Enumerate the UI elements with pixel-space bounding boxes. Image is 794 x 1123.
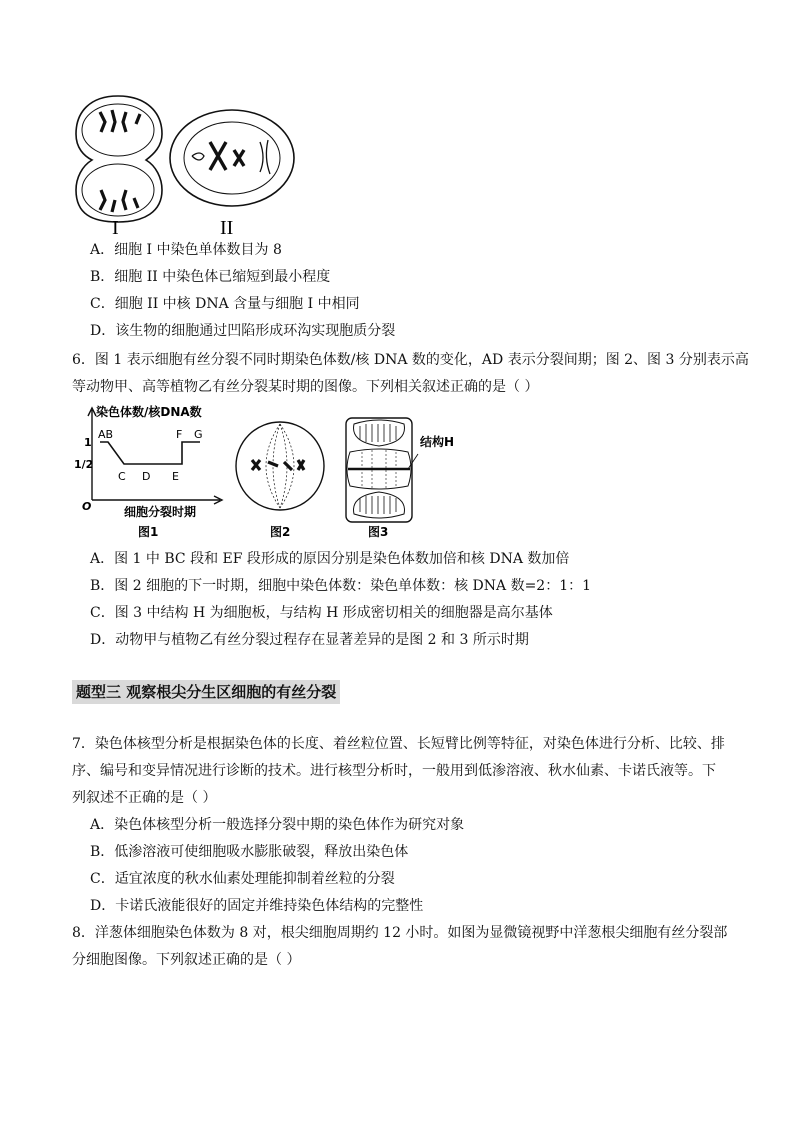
q5-option-a: A．细胞 I 中染色单体数目为 8 (90, 242, 282, 258)
cell-I-drawing (76, 96, 162, 222)
q7-option-d: D．卡诺氏液能很好的固定并维持染色体结构的完整性 (90, 898, 424, 914)
section-heading: 题型三 观察根尖分生区细胞的有丝分裂 (72, 680, 340, 704)
fig3-annotation: 结构H (420, 435, 455, 449)
q5-option-c: C．细胞 II 中核 DNA 含量与细胞 I 中相同 (90, 296, 360, 312)
fig3-caption: 图3 (368, 525, 389, 539)
q6-stem-line2: 等动物甲、高等植物乙有丝分裂某时期的图像。下列相关叙述正确的是（ ） (72, 379, 539, 395)
q7-option-a: A．染色体核型分析一般选择分裂中期的染色体作为研究对象 (90, 817, 465, 833)
fig3-drawing (346, 418, 418, 522)
fig1-point-ab: AB (98, 428, 114, 441)
q8-stem-line2: 分细胞图像。下列叙述正确的是（ ） (72, 952, 301, 968)
fig1-graph (88, 408, 222, 504)
q7-stem-line1: 7．染色体核型分析是根据染色体的长度、着丝粒位置、长短臂比例等特征，对染色体进行分析、比较、排 (72, 736, 725, 752)
cell-II-drawing (170, 110, 294, 206)
fig1-point-e: E (172, 470, 179, 483)
q7-option-b: B．低渗溶液可使细胞吸水膨胀破裂，释放出染色体 (90, 844, 409, 860)
q5-option-b: B．细胞 II 中染色体已缩短到最小程度 (90, 269, 331, 285)
fig2-drawing (236, 422, 324, 510)
q7-option-c: C．适宜浓度的秋水仙素处理能抑制着丝粒的分裂 (90, 871, 395, 887)
fig2-caption: 图2 (270, 525, 291, 539)
fig1-ytick-half: 1/2 (74, 458, 94, 471)
fig1-point-d: D (142, 470, 151, 483)
fig1-xlabel: 细胞分裂时期 (124, 505, 197, 519)
q6-option-a: A．图 1 中 BC 段和 EF 段形成的原因分别是染色体数加倍和核 DNA 数加倍 (90, 551, 570, 567)
q6-option-c: C．图 3 中结构 H 为细胞板，与结构 H 形成密切相关的细胞器是高尔基体 (90, 605, 553, 621)
q8-stem-line1: 8．洋葱体细胞染色体数为 8 对，根尖细胞周期约 12 小时。如图为显微镜视野中洋葱根尖细胞有丝分裂部 (72, 925, 728, 941)
fig1-point-c: C (118, 470, 126, 483)
fig1-point-g: G (194, 428, 203, 441)
cell-figure-I-II (70, 92, 300, 237)
cell-II-label: II (220, 217, 234, 237)
fig1-ratio-line (100, 442, 200, 464)
fig1-ytick-1: 1 (84, 436, 92, 449)
fig1-caption: 图1 (138, 525, 159, 539)
q6-stem-line1: 6．图 1 表示细胞有丝分裂不同时期染色体数/核 DNA 数的变化，AD 表示分裂间期；图 2、图 3 分别表示高 (72, 352, 749, 368)
q5-option-d: D．该生物的细胞通过凹陷形成环沟实现胞质分裂 (90, 323, 396, 339)
q6-figures (72, 402, 472, 547)
cell-I-label: I (112, 217, 119, 237)
q7-stem-line2: 序、编号和变异情况进行诊断的技术。进行核型分析时，一般用到低渗溶液、秋水仙素、卡诺氏液等。下 (72, 763, 716, 779)
q6-option-b: B．图 2 细胞的下一时期，细胞中染色体数：染色单体数：核 DNA 数=2：1：1 (90, 578, 592, 594)
fig1-ylabel: 染色体数/核DNA数 (96, 405, 202, 419)
q6-option-d: D．动物甲与植物乙有丝分裂过程存在显著差异的是图 2 和 3 所示时期 (90, 632, 529, 648)
q7-stem-line3: 列叙述不正确的是（ ） (72, 790, 217, 806)
fig1-origin: O (82, 500, 92, 513)
fig1-point-f: F (176, 428, 183, 441)
